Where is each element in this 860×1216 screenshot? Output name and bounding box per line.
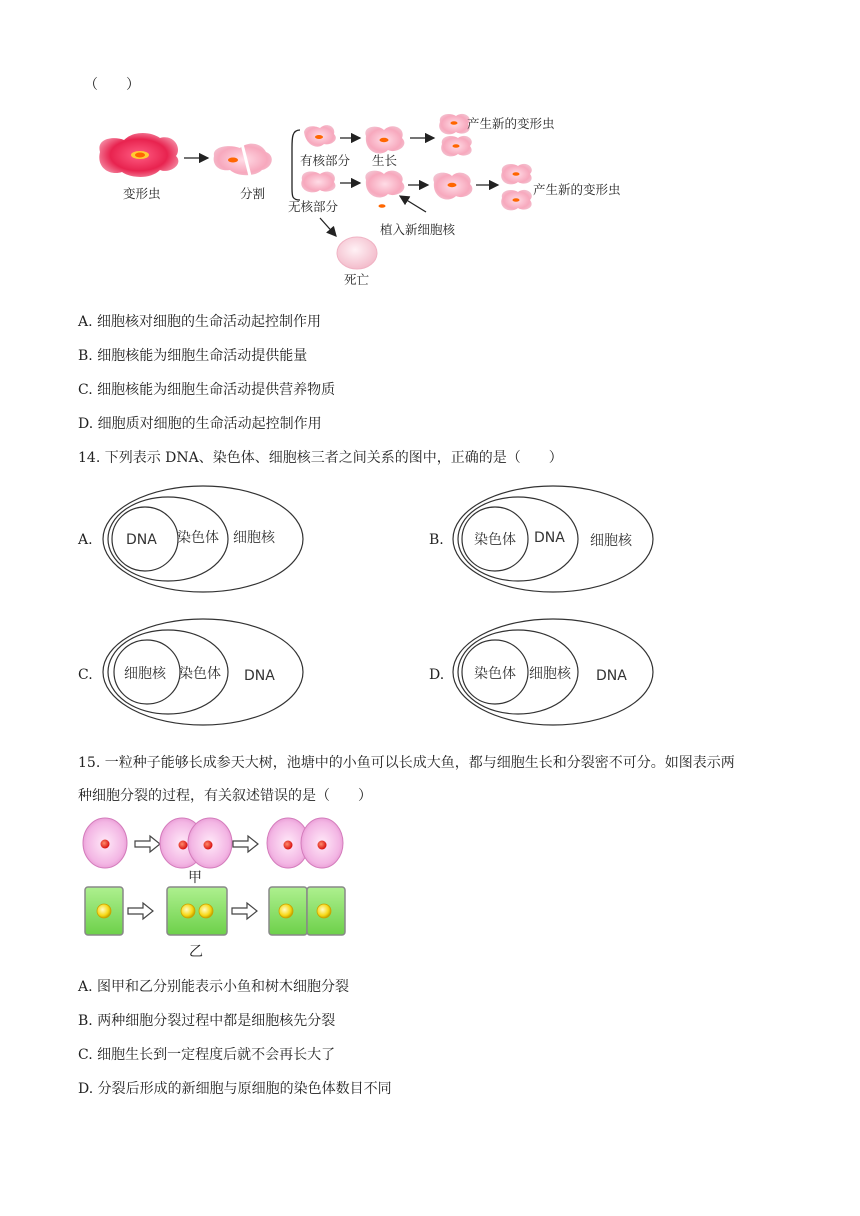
q15-stem-line2: 种细胞分裂的过程，有关叙述错误的是（ ） bbox=[78, 788, 372, 804]
cell-division-diagram bbox=[80, 815, 352, 963]
outer-label: DNA bbox=[596, 668, 627, 684]
option-text: 细胞生长到一定程度后就不会再长大了 bbox=[97, 1047, 336, 1063]
q14-option-a-letter[interactable]: A. bbox=[78, 532, 93, 548]
middle-label: 染色体 bbox=[179, 666, 221, 682]
q13-option-c[interactable] bbox=[78, 379, 335, 399]
q15-option-d[interactable] bbox=[78, 1078, 392, 1098]
middle-label: 染色体 bbox=[177, 530, 219, 546]
inner-label: DNA bbox=[126, 532, 157, 548]
outer-label: 细胞核 bbox=[590, 533, 632, 549]
option-text: 两种细胞分裂过程中都是细胞核先分裂 bbox=[97, 1013, 336, 1029]
q14-stem: 14. 下列表示 DNA、染色体、细胞核三者之间关系的图中，正确的是（ ） bbox=[78, 450, 563, 466]
death-label: 死亡 bbox=[344, 272, 370, 287]
option-letter: A. bbox=[78, 314, 93, 330]
nucleated-part-label: 有核部分 bbox=[300, 153, 351, 168]
q15-option-c[interactable] bbox=[78, 1044, 335, 1064]
q14-option-b-diagram[interactable] bbox=[450, 482, 660, 602]
q14-option-c-diagram[interactable] bbox=[100, 612, 310, 732]
inner-label: 染色体 bbox=[474, 666, 516, 682]
hollow-arrow-icon bbox=[128, 903, 153, 919]
option-text: 细胞核能为细胞生命活动提供营养物质 bbox=[97, 382, 336, 398]
q13-option-a[interactable] bbox=[78, 311, 321, 331]
hollow-arrow-icon bbox=[233, 836, 258, 852]
option-letter: B. bbox=[78, 1013, 93, 1029]
hollow-arrow-icon bbox=[232, 903, 257, 919]
amoeba-experiment-diagram bbox=[90, 108, 650, 294]
anucleate-part-label: 无核部分 bbox=[288, 199, 339, 214]
q13-answer-paren: （ ） bbox=[84, 77, 140, 93]
option-text: 细胞核对细胞的生命活动起控制作用 bbox=[97, 314, 322, 330]
option-text: 细胞质对细胞的生命活动起控制作用 bbox=[97, 416, 322, 432]
outer-label: 细胞核 bbox=[233, 530, 275, 546]
implant-cell-icon bbox=[365, 171, 404, 198]
option-letter: C. bbox=[78, 382, 93, 398]
q14-option-d-letter[interactable]: D. bbox=[429, 667, 445, 683]
dead-cell-icon bbox=[337, 237, 377, 269]
q15-stem-line1: 15. 一粒种子能够长成参天大树，池塘中的小鱼可以长成大鱼，都与细胞生长和分裂密不可分。如图表示两 bbox=[78, 755, 735, 771]
new-amoeba-label-1: 产生新的变形虫 bbox=[467, 116, 555, 131]
q14-option-d-diagram[interactable] bbox=[450, 612, 660, 732]
implant-label: 植入新细胞核 bbox=[380, 222, 456, 237]
hollow-arrow-icon bbox=[135, 836, 160, 852]
middle-label: 细胞核 bbox=[529, 666, 571, 682]
inner-label: 细胞核 bbox=[124, 666, 166, 682]
option-letter: B. bbox=[78, 348, 93, 364]
option-text: 分裂后形成的新细胞与原细胞的染色体数目不同 bbox=[97, 1081, 392, 1097]
label-yi: 乙 bbox=[189, 944, 203, 960]
option-text: 细胞核能为细胞生命活动提供能量 bbox=[97, 348, 308, 364]
q13-option-d[interactable] bbox=[78, 413, 322, 433]
option-text: 图甲和乙分别能表示小鱼和树木细胞分裂 bbox=[97, 979, 350, 995]
q15-option-b[interactable] bbox=[78, 1010, 335, 1030]
q14-option-a-diagram[interactable] bbox=[100, 482, 310, 602]
amoeba-label: 变形虫 bbox=[123, 186, 161, 201]
option-letter: D. bbox=[78, 1081, 94, 1097]
split-label: 分割 bbox=[240, 186, 266, 201]
option-letter: D. bbox=[78, 416, 94, 432]
option-letter: A. bbox=[78, 979, 93, 995]
outer-label: DNA bbox=[244, 668, 275, 684]
option-letter: C. bbox=[78, 1047, 93, 1063]
q15-option-a[interactable] bbox=[78, 976, 349, 996]
q14-option-b-letter[interactable]: B. bbox=[429, 532, 444, 548]
middle-label: DNA bbox=[534, 530, 565, 546]
dividing-plant-cell-icon bbox=[167, 887, 227, 935]
q14-option-c-letter[interactable]: C. bbox=[78, 667, 93, 683]
anucleate-part-icon bbox=[301, 172, 335, 193]
inner-label: 染色体 bbox=[474, 532, 516, 548]
label-jia: 甲 bbox=[188, 870, 202, 886]
q13-option-b[interactable] bbox=[78, 345, 307, 365]
grow-label: 生长 bbox=[372, 153, 398, 168]
new-amoeba-label-2: 产生新的变形虫 bbox=[533, 182, 621, 197]
